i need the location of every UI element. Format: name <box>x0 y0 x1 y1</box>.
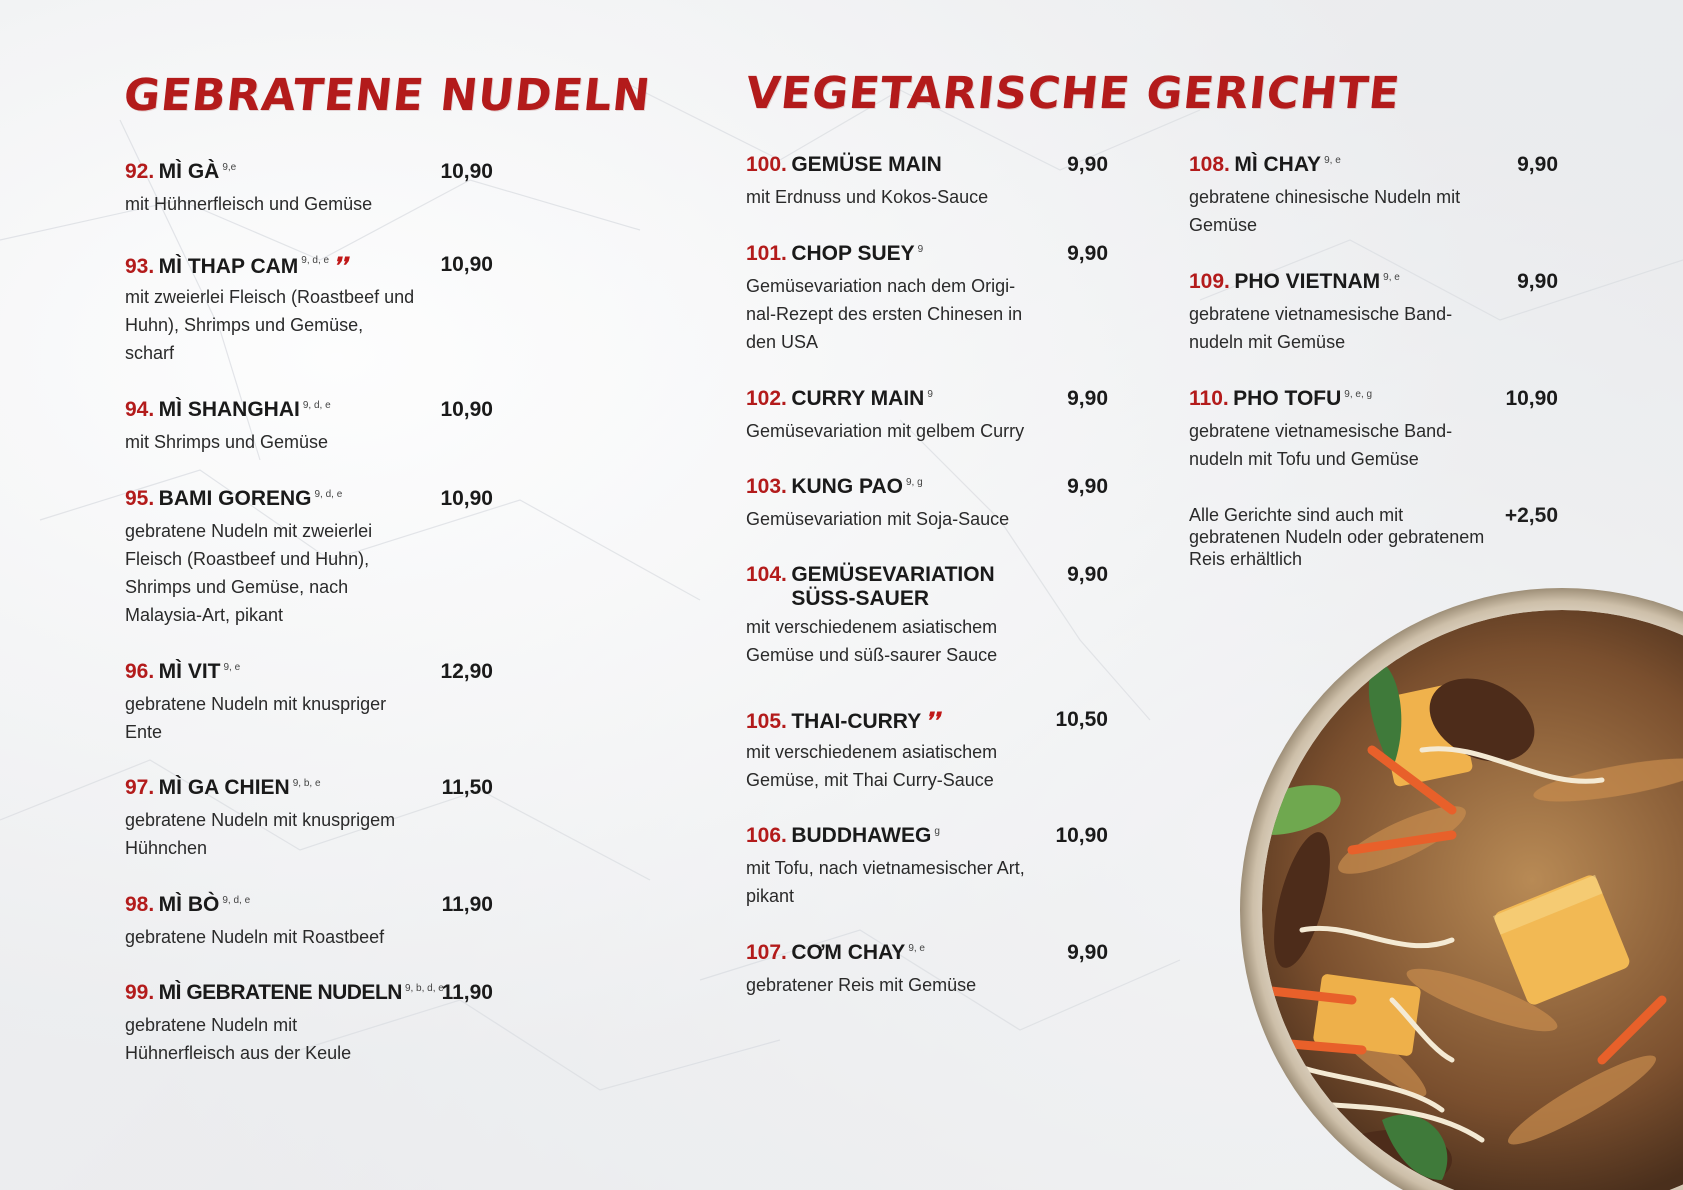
item-description: mit Hühnerfleisch und Gemüse <box>125 194 373 214</box>
allergen-codes: 9, e, g <box>1344 389 1373 400</box>
item-price: 10,90 <box>440 160 493 183</box>
menu-item-109 <box>1189 270 1558 356</box>
item-name: PHO VIETNAM <box>1234 270 1381 293</box>
item-name: MÌ BÒ <box>158 893 220 916</box>
item-price: 10,90 <box>1055 824 1108 847</box>
item-name: CHOP SUEY <box>791 242 915 265</box>
item-description: gebratene Nudeln mit Hühnerfleisch aus der Keule <box>125 1015 352 1063</box>
item-name: KUNG PAO <box>791 475 903 498</box>
item-name: THAI-CURRY <box>791 710 922 733</box>
item-name: MÌ GEBRATENE NUDELN <box>158 981 402 1004</box>
item-description: gebratene chinesische Nudeln mit Gemüse <box>1189 187 1461 235</box>
item-price: 9,90 <box>1517 270 1558 293</box>
item-description: mit zweierlei Fleisch (Roastbeef und Huhn), Shrimps und Gemüse, scharf <box>125 287 415 363</box>
item-price: 11,90 <box>441 981 493 1004</box>
allergen-codes: 9, e <box>223 662 241 673</box>
allergen-codes: 9, d, e <box>301 255 330 266</box>
allergen-codes: 9, e <box>1383 272 1400 283</box>
menu-item-92 <box>125 160 493 218</box>
item-description: gebratene Nudeln mit zweierlei Fleisch (Roastbeef und Huhn), Shrimps und Gemüse, nach Malaysia-Art, pikant <box>125 521 373 625</box>
menu-item-97 <box>125 776 493 862</box>
menu-item-108 <box>1189 153 1558 239</box>
item-number: 101. <box>746 242 787 265</box>
item-name: BUDDHAWEG <box>791 824 932 847</box>
menu-item-95 <box>125 487 493 629</box>
menu-item-106 <box>746 824 1108 910</box>
item-price: 11,50 <box>441 776 493 799</box>
item-description: mit Tofu, nach vietnamesischer Art, pikant <box>746 858 1025 906</box>
item-name: CURRY MAIN <box>791 387 925 410</box>
item-name: MÌ SHANGHAI <box>158 398 300 421</box>
allergen-codes: 9, g <box>905 477 923 488</box>
item-price: 10,90 <box>440 253 493 276</box>
item-price: 10,90 <box>1505 387 1558 410</box>
menu-item-96 <box>125 660 493 746</box>
chili-spicy-icon: ❜❜ <box>925 708 940 733</box>
item-description: mit verschiedenem asiatischem Gemüse und süß-saurer Sauce <box>746 617 998 665</box>
item-number: 97. <box>125 776 155 799</box>
item-description: gebratene vietnamesische Band-nudeln mit Tofu und Gemüse <box>1189 421 1453 469</box>
item-number: 110. <box>1189 387 1229 410</box>
item-description: mit Shrimps und Gemüse <box>125 432 329 452</box>
allergen-codes: 9 <box>927 389 933 400</box>
menu-item-99 <box>125 981 493 1067</box>
allergen-codes: 9, e <box>908 943 925 954</box>
menu-item-102 <box>746 387 1108 445</box>
allergen-codes: 9, d, e <box>314 489 343 500</box>
item-number: 106. <box>746 824 787 847</box>
item-price: 10,50 <box>1055 708 1108 731</box>
allergen-codes: g <box>934 826 940 837</box>
item-number: 103. <box>746 475 787 498</box>
section-title-vegetarische-gerichte: VEGETARISCHE GERICHTE <box>743 68 1403 119</box>
item-name: GEMÜSEVARIATION SÜSS-SAUER <box>791 563 995 610</box>
menu-item-101 <box>746 242 1108 356</box>
item-number: 96. <box>125 660 155 683</box>
item-name: GEMÜSE MAIN <box>791 153 942 176</box>
noodle-bowl-image <box>1222 580 1683 1190</box>
allergen-codes: 9, e <box>1324 155 1341 166</box>
item-description: Gemüsevariation nach dem Origi-nal-Rezept des ersten Chinesen in den USA <box>746 276 1023 352</box>
item-number: 92. <box>125 160 155 183</box>
item-number: 102. <box>746 387 787 410</box>
item-number: 100. <box>746 153 787 176</box>
allergen-codes: 9, b, d, e <box>404 983 444 994</box>
item-name: MÌ GÀ <box>158 160 220 183</box>
item-description: gebratene Nudeln mit knuspriger Ente <box>125 694 387 742</box>
item-number: 93. <box>125 255 155 278</box>
item-name: MÌ GA CHIEN <box>158 776 290 799</box>
side-dish-note: Alle Gerichte sind auch mit gebratenen Nudeln oder gebratenem Reis erhältlich <box>1189 505 1485 569</box>
menu-item-98 <box>125 893 493 951</box>
menu-item-107 <box>746 941 1108 999</box>
item-price: 12,90 <box>440 660 493 683</box>
allergen-codes: 9, b, e <box>292 778 321 789</box>
item-description: gebratene vietnamesische Band-nudeln mit Gemüse <box>1189 304 1453 352</box>
section-title-gebratene-nudeln: GEBRATENE NUDELN <box>121 70 654 121</box>
item-price: 9,90 <box>1067 153 1108 176</box>
item-name: BAMI GORENG <box>158 487 312 510</box>
item-description: gebratene Nudeln mit knusprigem Hühnchen <box>125 810 396 858</box>
side-dish-note-price: +2,50 <box>1504 504 1558 527</box>
menu-item-93 <box>125 253 493 367</box>
item-number: 108. <box>1189 153 1230 176</box>
item-price: 9,90 <box>1067 941 1108 964</box>
item-number: 105. <box>746 710 787 733</box>
item-name: MÌ CHAY <box>1234 153 1322 176</box>
item-description: mit Erdnuss und Kokos-Sauce <box>746 187 989 207</box>
item-price: 9,90 <box>1067 387 1108 410</box>
item-description: mit verschiedenem asiatischem Gemüse, mit Thai Curry-Sauce <box>746 742 998 790</box>
item-description: gebratene Nudeln mit Roastbeef <box>125 927 385 947</box>
item-description: Gemüsevariation mit Soja-Sauce <box>746 509 1010 529</box>
item-name: MÌ VIT <box>158 660 221 683</box>
item-price: 11,90 <box>441 893 493 916</box>
item-price: 9,90 <box>1517 153 1558 176</box>
item-number: 98. <box>125 893 155 916</box>
menu-item-110 <box>1189 387 1558 473</box>
item-number: 99. <box>125 981 155 1004</box>
item-price: 10,90 <box>440 487 493 510</box>
item-name: MÌ THAP CAM <box>158 255 299 278</box>
menu-item-100 <box>746 153 1108 211</box>
item-price: 9,90 <box>1067 563 1108 586</box>
item-description: Gemüsevariation mit gelbem Curry <box>746 421 1025 441</box>
item-price: 9,90 <box>1067 475 1108 498</box>
item-number: 104. <box>746 563 787 586</box>
menu-item-105 <box>746 708 1108 794</box>
allergen-codes: 9, d, e <box>222 895 251 906</box>
item-number: 94. <box>125 398 155 421</box>
item-name: CƠM CHAY <box>791 941 906 964</box>
allergen-codes: 9 <box>917 244 924 255</box>
allergen-codes: 9, d, e <box>302 400 331 411</box>
chili-spicy-icon: ❜❜ <box>333 253 348 278</box>
item-price: 9,90 <box>1067 242 1108 265</box>
item-description: gebratener Reis mit Gemüse <box>746 975 977 995</box>
menu-item-103 <box>746 475 1108 533</box>
allergen-codes: 9,e <box>222 162 237 173</box>
item-number: 107. <box>746 941 787 964</box>
item-number: 109. <box>1189 270 1230 293</box>
item-number: 95. <box>125 487 155 510</box>
menu-item-94 <box>125 398 493 456</box>
item-price: 10,90 <box>440 398 493 421</box>
item-name: PHO TOFU <box>1233 387 1342 410</box>
menu-item-104 <box>746 563 1108 669</box>
